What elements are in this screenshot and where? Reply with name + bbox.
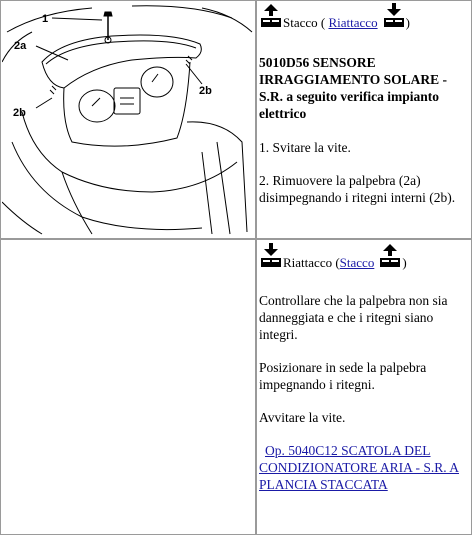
next-operation-link-text[interactable]: Op. 5040C12 SCATOLA DEL CONDIZIONATORE ARIA - S.R. A PLANCIA STACCATA: [259, 443, 460, 492]
step2-instructions: [259, 242, 469, 493]
riattacco-icon: [382, 2, 406, 28]
step1-instructions: [259, 2, 469, 206]
step1-nav-text: [283, 14, 378, 31]
table-vertical-divider: [255, 0, 257, 535]
reattach-check: Controllare che la palpebra non sia danneggiata e che i ritegni siano integri.: [259, 293, 448, 342]
step1-nav-suffix: ): [405, 15, 410, 30]
stacco-icon: [259, 2, 283, 28]
table-horizontal-divider: [0, 238, 472, 240]
procedure-title: 5010D56 SENSORE IRRAGGIAMENTO SOLARE - S.R. a seguito verifica impianto elettrico: [259, 55, 448, 121]
step1-nav-prefix: Stacco (: [283, 15, 329, 30]
step2-nav: [259, 242, 469, 272]
instruction-2: 2. Rimuovere la palpebra (2a) disimpegnando i ritegni interni (2b).: [259, 173, 456, 205]
next-operation-link[interactable]: [259, 442, 469, 493]
stacco-nav-icon: [378, 242, 402, 268]
step2-nav-prefix: Riattacco (: [283, 255, 340, 270]
instrument-hood-drawing: [2, 2, 253, 236]
instruction-1: 1. Svitare la vite.: [259, 140, 351, 155]
label-2b-left: 2b: [13, 107, 26, 119]
step1-nav: [259, 2, 469, 32]
riattacco-link[interactable]: Riattacco: [328, 15, 378, 30]
riattacco-nav-icon: [259, 242, 283, 268]
stacco-link[interactable]: Stacco: [339, 255, 375, 270]
step2-nav-suffix: ): [402, 255, 407, 270]
reattach-position: Posizionare in sede la palpebra impegnando i ritegni.: [259, 360, 427, 392]
label-2a: 2a: [14, 40, 27, 52]
label-2b-right: 2b: [199, 85, 212, 97]
step2-nav-text: [283, 254, 374, 271]
label-1: 1: [42, 13, 49, 25]
reattach-screw: Avvitare la vite.: [259, 410, 346, 425]
